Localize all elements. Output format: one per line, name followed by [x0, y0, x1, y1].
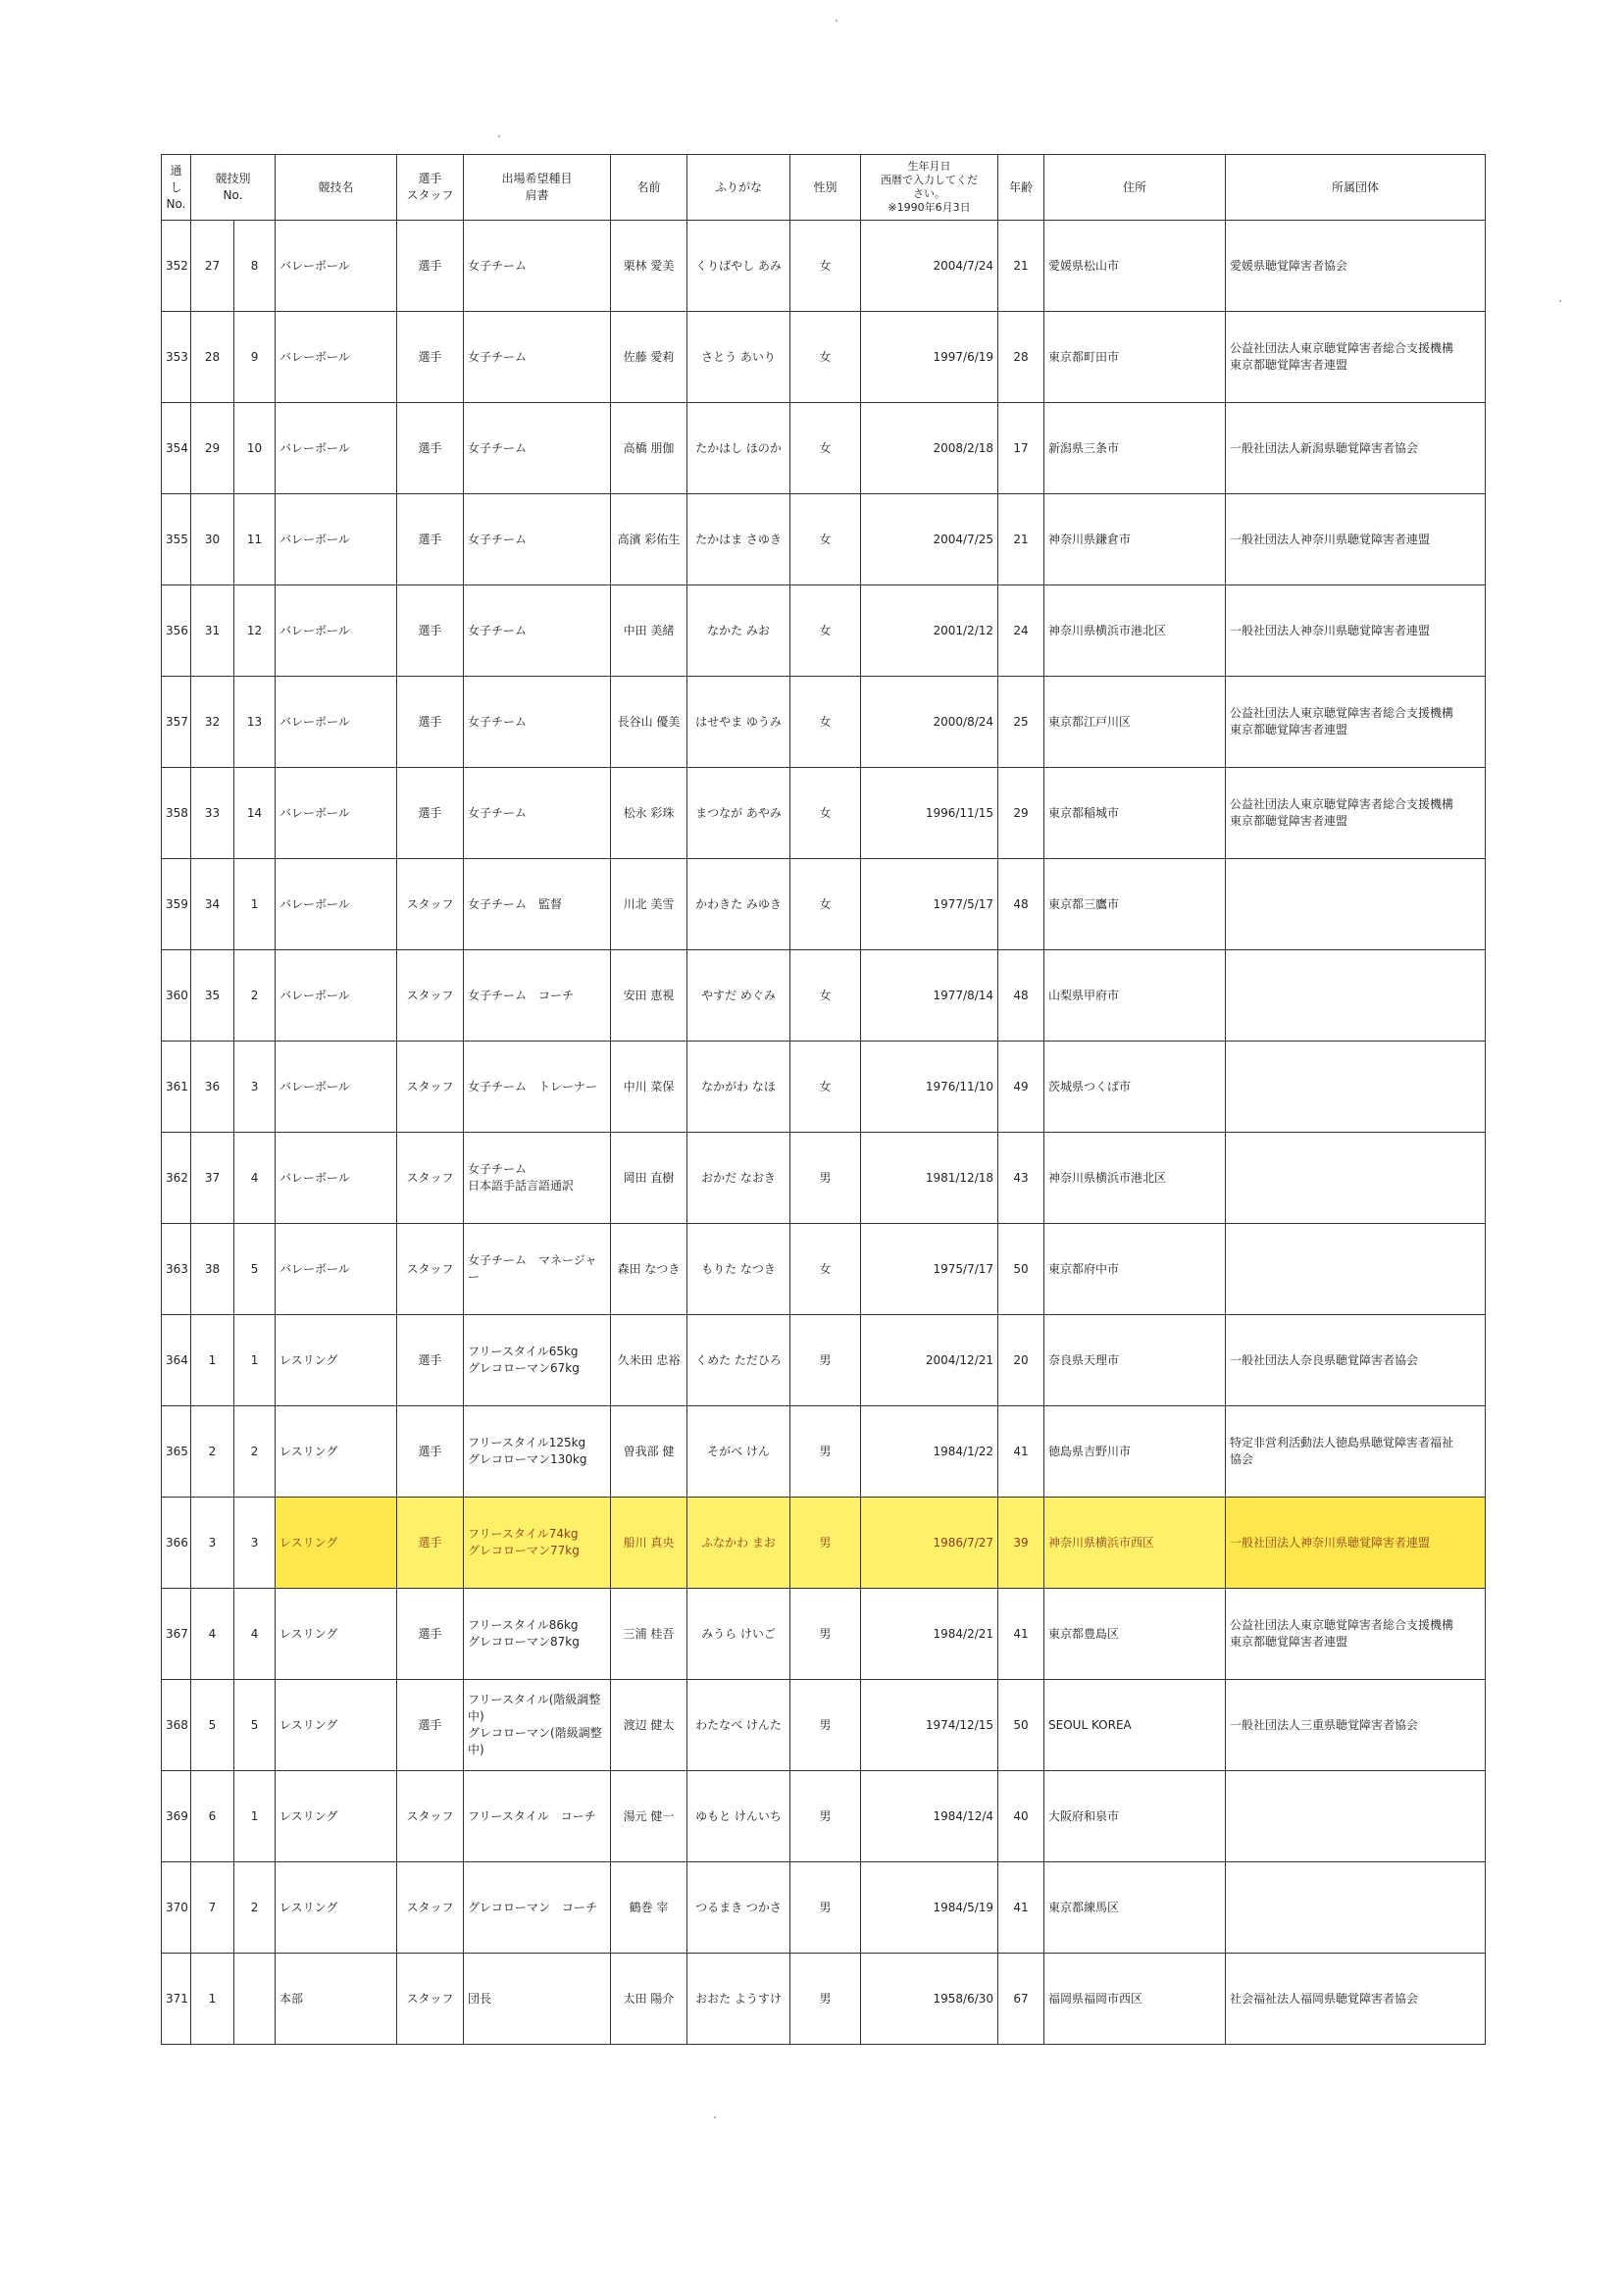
event-index-cell: 31	[191, 585, 234, 677]
event-name-cell: バレーボール	[276, 859, 397, 950]
furigana-cell: たかはま さゆき	[687, 494, 790, 585]
name-cell: 高橋 朋伽	[611, 403, 687, 494]
event-sub-index-cell: 9	[234, 312, 276, 403]
category-cell: 女子チーム	[464, 221, 611, 312]
address-cell: 東京都三鷹市	[1044, 859, 1226, 950]
dob-cell: 1997/6/19	[861, 312, 998, 403]
age-cell: 50	[998, 1224, 1044, 1315]
name-cell: 安田 恵視	[611, 950, 687, 1042]
gender-cell: 男	[790, 1862, 861, 1954]
furigana-cell: なかがわ なほ	[687, 1042, 790, 1133]
address-cell: 東京都江戸川区	[1044, 677, 1226, 768]
event-index-cell: 3	[191, 1498, 234, 1589]
organization-cell: 公益社団法人東京聴覚障害者総合支援機構 東京都聴覚障害者連盟	[1226, 312, 1486, 403]
role-cell: スタッフ	[397, 1771, 464, 1862]
category-cell: 女子チーム 日本語手話言語通訳	[464, 1133, 611, 1224]
role-cell: 選手	[397, 585, 464, 677]
age-cell: 41	[998, 1589, 1044, 1680]
organization-cell: 一般社団法人神奈川県聴覚障害者連盟	[1226, 1498, 1486, 1589]
table-row	[162, 768, 1486, 859]
event-sub-index-cell: 5	[234, 1680, 276, 1771]
table-row	[162, 221, 1486, 312]
gender-cell: 女	[790, 312, 861, 403]
role-cell: スタッフ	[397, 1224, 464, 1315]
event-name-cell: バレーボール	[276, 1042, 397, 1133]
table-row	[162, 312, 1486, 403]
age-cell: 48	[998, 859, 1044, 950]
gender-cell: 女	[790, 950, 861, 1042]
gender-cell: 男	[790, 1954, 861, 2045]
serial-no-cell: 361	[162, 1042, 191, 1133]
role-cell: スタッフ	[397, 1954, 464, 2045]
event-name-cell: バレーボール	[276, 585, 397, 677]
event-index-cell: 38	[191, 1224, 234, 1315]
gender-cell: 男	[790, 1406, 861, 1498]
address-cell: 大阪府和泉市	[1044, 1771, 1226, 1862]
address-cell: 東京都練馬区	[1044, 1862, 1226, 1954]
event-name-cell: バレーボール	[276, 494, 397, 585]
age-cell: 25	[998, 677, 1044, 768]
name-cell: 太田 陽介	[611, 1954, 687, 2045]
event-index-cell: 30	[191, 494, 234, 585]
role-cell: 選手	[397, 494, 464, 585]
dob-cell: 1977/5/17	[861, 859, 998, 950]
gender-cell: 女	[790, 403, 861, 494]
serial-no-cell: 362	[162, 1133, 191, 1224]
event-sub-index-cell: 3	[234, 1498, 276, 1589]
header-organization: 所属団体	[1226, 155, 1486, 221]
role-cell: 選手	[397, 1589, 464, 1680]
name-cell: 川北 美雪	[611, 859, 687, 950]
serial-no-cell: 352	[162, 221, 191, 312]
gender-cell: 男	[790, 1771, 861, 1862]
table-row	[162, 403, 1486, 494]
organization-cell	[1226, 1224, 1486, 1315]
event-index-cell: 6	[191, 1771, 234, 1862]
header-category: 出場希望種目 肩書	[464, 155, 611, 221]
organization-cell: 特定非営利活動法人徳島県聴覚障害者福祉 協会	[1226, 1406, 1486, 1498]
role-cell: スタッフ	[397, 1862, 464, 1954]
address-cell: 神奈川県鎌倉市	[1044, 494, 1226, 585]
table-row	[162, 1589, 1486, 1680]
furigana-cell: ゆもと けんいち	[687, 1771, 790, 1862]
event-index-cell: 4	[191, 1589, 234, 1680]
serial-no-cell: 365	[162, 1406, 191, 1498]
event-index-cell: 37	[191, 1133, 234, 1224]
role-cell: スタッフ	[397, 1042, 464, 1133]
address-cell: 神奈川県横浜市港北区	[1044, 585, 1226, 677]
age-cell: 43	[998, 1133, 1044, 1224]
address-cell: 東京都豊島区	[1044, 1589, 1226, 1680]
age-cell: 24	[998, 585, 1044, 677]
role-cell: 選手	[397, 677, 464, 768]
role-cell: 選手	[397, 768, 464, 859]
furigana-cell: かわきた みゆき	[687, 859, 790, 950]
furigana-cell: はせやま ゆうみ	[687, 677, 790, 768]
furigana-cell: まつなが あやみ	[687, 768, 790, 859]
role-cell: 選手	[397, 1680, 464, 1771]
furigana-cell: くめた ただひろ	[687, 1315, 790, 1406]
header-event-name: 競技名	[276, 155, 397, 221]
category-cell: 女子チーム	[464, 403, 611, 494]
category-cell: 女子チーム トレーナー	[464, 1042, 611, 1133]
category-cell: 女子チーム コーチ	[464, 950, 611, 1042]
role-cell: 選手	[397, 1315, 464, 1406]
category-cell: フリースタイル(階級調整中) グレコローマン(階級調整中)	[464, 1680, 611, 1771]
organization-cell: 公益社団法人東京聴覚障害者総合支援機構 東京都聴覚障害者連盟	[1226, 768, 1486, 859]
age-cell: 21	[998, 494, 1044, 585]
furigana-cell: くりばやし あみ	[687, 221, 790, 312]
table-row	[162, 1680, 1486, 1771]
address-cell: 奈良県天理市	[1044, 1315, 1226, 1406]
age-cell: 40	[998, 1771, 1044, 1862]
dob-cell: 1975/7/17	[861, 1224, 998, 1315]
table-row	[162, 585, 1486, 677]
category-cell: 女子チーム	[464, 312, 611, 403]
event-index-cell: 28	[191, 312, 234, 403]
furigana-cell: やすだ めぐみ	[687, 950, 790, 1042]
event-index-cell: 1	[191, 1954, 234, 2045]
age-cell: 20	[998, 1315, 1044, 1406]
address-cell: 神奈川県横浜市港北区	[1044, 1133, 1226, 1224]
address-cell: 福岡県福岡市西区	[1044, 1954, 1226, 2045]
furigana-cell: わたなべ けんた	[687, 1680, 790, 1771]
header-row	[162, 155, 1486, 221]
role-cell: 選手	[397, 403, 464, 494]
dob-cell: 1984/5/19	[861, 1862, 998, 1954]
scan-speck	[836, 20, 837, 22]
event-index-cell: 7	[191, 1862, 234, 1954]
name-cell: 曽我部 健	[611, 1406, 687, 1498]
organization-cell: 公益社団法人東京聴覚障害者総合支援機構 東京都聴覚障害者連盟	[1226, 1589, 1486, 1680]
header-gender: 性別	[790, 155, 861, 221]
event-sub-index-cell: 1	[234, 1315, 276, 1406]
event-sub-index-cell: 4	[234, 1589, 276, 1680]
serial-no-cell: 366	[162, 1498, 191, 1589]
event-sub-index-cell: 8	[234, 221, 276, 312]
event-sub-index-cell: 14	[234, 768, 276, 859]
event-name-cell: 本部	[276, 1954, 397, 2045]
organization-cell: 一般社団法人奈良県聴覚障害者協会	[1226, 1315, 1486, 1406]
category-cell: 女子チーム 監督	[464, 859, 611, 950]
event-index-cell: 35	[191, 950, 234, 1042]
header-event-no: 競技別 No.	[191, 155, 276, 221]
gender-cell: 女	[790, 1224, 861, 1315]
address-cell: 東京都町田市	[1044, 312, 1226, 403]
header-address: 住所	[1044, 155, 1226, 221]
gender-cell: 女	[790, 585, 861, 677]
table-row	[162, 1862, 1486, 1954]
serial-no-cell: 367	[162, 1589, 191, 1680]
gender-cell: 女	[790, 1042, 861, 1133]
organization-cell	[1226, 950, 1486, 1042]
event-name-cell: レスリング	[276, 1498, 397, 1589]
gender-cell: 女	[790, 221, 861, 312]
event-index-cell: 27	[191, 221, 234, 312]
table-row	[162, 1133, 1486, 1224]
address-cell: 茨城県つくば市	[1044, 1042, 1226, 1133]
table-row	[162, 1771, 1486, 1862]
category-cell: 女子チーム	[464, 768, 611, 859]
organization-cell	[1226, 1771, 1486, 1862]
header-furigana: ふりがな	[687, 155, 790, 221]
role-cell: スタッフ	[397, 859, 464, 950]
age-cell: 67	[998, 1954, 1044, 2045]
name-cell: 高濱 彩佑生	[611, 494, 687, 585]
event-sub-index-cell	[234, 1954, 276, 2045]
name-cell: 鶴巻 宰	[611, 1862, 687, 1954]
role-cell: スタッフ	[397, 1133, 464, 1224]
gender-cell: 男	[790, 1589, 861, 1680]
table-row	[162, 1224, 1486, 1315]
dob-cell: 2008/2/18	[861, 403, 998, 494]
age-cell: 29	[998, 768, 1044, 859]
category-cell: フリースタイル65kg グレコローマン67kg	[464, 1315, 611, 1406]
serial-no-cell: 358	[162, 768, 191, 859]
event-name-cell: バレーボール	[276, 768, 397, 859]
event-sub-index-cell: 2	[234, 950, 276, 1042]
event-name-cell: バレーボール	[276, 677, 397, 768]
table-row	[162, 494, 1486, 585]
age-cell: 41	[998, 1406, 1044, 1498]
furigana-cell: おおた ようすけ	[687, 1954, 790, 2045]
dob-cell: 1984/2/21	[861, 1589, 998, 1680]
category-cell: フリースタイル74kg グレコローマン77kg	[464, 1498, 611, 1589]
category-cell: 団長	[464, 1954, 611, 2045]
gender-cell: 男	[790, 1133, 861, 1224]
organization-cell: 公益社団法人東京聴覚障害者総合支援機構 東京都聴覚障害者連盟	[1226, 677, 1486, 768]
name-cell: 森田 なつき	[611, 1224, 687, 1315]
serial-no-cell: 371	[162, 1954, 191, 2045]
event-sub-index-cell: 2	[234, 1406, 276, 1498]
organization-cell: 社会福祉法人福岡県聴覚障害者協会	[1226, 1954, 1486, 2045]
address-cell: 東京都府中市	[1044, 1224, 1226, 1315]
organization-cell	[1226, 1862, 1486, 1954]
category-cell: フリースタイル125kg グレコローマン130kg	[464, 1406, 611, 1498]
age-cell: 39	[998, 1498, 1044, 1589]
table-row	[162, 1954, 1486, 2045]
table-body	[162, 221, 1486, 2045]
event-sub-index-cell: 4	[234, 1133, 276, 1224]
name-cell: 渡辺 健太	[611, 1680, 687, 1771]
address-cell: 愛媛県松山市	[1044, 221, 1226, 312]
header-age: 年齢	[998, 155, 1044, 221]
name-cell: 中田 美緒	[611, 585, 687, 677]
dob-cell: 1996/11/15	[861, 768, 998, 859]
event-sub-index-cell: 1	[234, 859, 276, 950]
event-name-cell: バレーボール	[276, 1224, 397, 1315]
furigana-cell: そがべ けん	[687, 1406, 790, 1498]
role-cell: 選手	[397, 221, 464, 312]
serial-no-cell: 360	[162, 950, 191, 1042]
event-sub-index-cell: 13	[234, 677, 276, 768]
organization-cell	[1226, 1042, 1486, 1133]
event-sub-index-cell: 5	[234, 1224, 276, 1315]
header-name: 名前	[611, 155, 687, 221]
furigana-cell: もりた なつき	[687, 1224, 790, 1315]
name-cell: 岡田 直樹	[611, 1133, 687, 1224]
serial-no-cell: 363	[162, 1224, 191, 1315]
name-cell: 湯元 健一	[611, 1771, 687, 1862]
table-row	[162, 1498, 1486, 1589]
participant-table	[161, 154, 1486, 2045]
event-name-cell: バレーボール	[276, 403, 397, 494]
dob-cell: 1977/8/14	[861, 950, 998, 1042]
scan-speck	[498, 135, 500, 137]
gender-cell: 女	[790, 494, 861, 585]
address-cell: 神奈川県横浜市西区	[1044, 1498, 1226, 1589]
category-cell: 女子チーム	[464, 494, 611, 585]
category-cell: 女子チーム	[464, 585, 611, 677]
furigana-cell: ふなかわ まお	[687, 1498, 790, 1589]
header-serial-no: 通し No.	[162, 155, 191, 221]
header-role: 選手 スタッフ	[397, 155, 464, 221]
age-cell: 41	[998, 1862, 1044, 1954]
role-cell: 選手	[397, 1498, 464, 1589]
category-cell: グレコローマン コーチ	[464, 1862, 611, 1954]
serial-no-cell: 355	[162, 494, 191, 585]
furigana-cell: つるまき つかさ	[687, 1862, 790, 1954]
address-cell: 山梨県甲府市	[1044, 950, 1226, 1042]
name-cell: 船川 真央	[611, 1498, 687, 1589]
event-sub-index-cell: 11	[234, 494, 276, 585]
category-cell: フリースタイル コーチ	[464, 1771, 611, 1862]
event-name-cell: レスリング	[276, 1771, 397, 1862]
gender-cell: 男	[790, 1315, 861, 1406]
event-name-cell: レスリング	[276, 1589, 397, 1680]
event-index-cell: 1	[191, 1315, 234, 1406]
serial-no-cell: 364	[162, 1315, 191, 1406]
furigana-cell: みうら けいご	[687, 1589, 790, 1680]
event-sub-index-cell: 10	[234, 403, 276, 494]
address-cell: 東京都稲城市	[1044, 768, 1226, 859]
event-name-cell: レスリング	[276, 1680, 397, 1771]
event-index-cell: 5	[191, 1680, 234, 1771]
furigana-cell: さとう あいり	[687, 312, 790, 403]
name-cell: 松永 彩珠	[611, 768, 687, 859]
event-name-cell: バレーボール	[276, 950, 397, 1042]
dob-cell: 2001/2/12	[861, 585, 998, 677]
gender-cell: 女	[790, 768, 861, 859]
dob-cell: 1984/12/4	[861, 1771, 998, 1862]
organization-cell: 一般社団法人神奈川県聴覚障害者連盟	[1226, 494, 1486, 585]
name-cell: 栗林 愛美	[611, 221, 687, 312]
header-dob: 生年月日 西暦で入力してくだ さい。 ※1990年6月3日	[861, 155, 998, 221]
address-cell: 新潟県三条市	[1044, 403, 1226, 494]
dob-cell: 2004/7/25	[861, 494, 998, 585]
event-sub-index-cell: 3	[234, 1042, 276, 1133]
serial-no-cell: 359	[162, 859, 191, 950]
event-index-cell: 33	[191, 768, 234, 859]
organization-cell: 一般社団法人三重県聴覚障害者協会	[1226, 1680, 1486, 1771]
furigana-cell: たかはし ほのか	[687, 403, 790, 494]
role-cell: スタッフ	[397, 950, 464, 1042]
event-name-cell: バレーボール	[276, 1133, 397, 1224]
event-name-cell: レスリング	[276, 1406, 397, 1498]
age-cell: 49	[998, 1042, 1044, 1133]
event-sub-index-cell: 2	[234, 1862, 276, 1954]
role-cell: 選手	[397, 312, 464, 403]
table-row	[162, 677, 1486, 768]
name-cell: 久米田 忠裕	[611, 1315, 687, 1406]
age-cell: 50	[998, 1680, 1044, 1771]
scan-speck	[1559, 300, 1561, 302]
dob-cell: 1984/1/22	[861, 1406, 998, 1498]
gender-cell: 男	[790, 1680, 861, 1771]
event-index-cell: 2	[191, 1406, 234, 1498]
serial-no-cell: 354	[162, 403, 191, 494]
category-cell: フリースタイル86kg グレコローマン87kg	[464, 1589, 611, 1680]
organization-cell	[1226, 1133, 1486, 1224]
age-cell: 21	[998, 221, 1044, 312]
event-name-cell: バレーボール	[276, 221, 397, 312]
event-name-cell: バレーボール	[276, 312, 397, 403]
table-row	[162, 1406, 1486, 1498]
organization-cell: 愛媛県聴覚障害者協会	[1226, 221, 1486, 312]
dob-cell: 1958/6/30	[861, 1954, 998, 2045]
event-index-cell: 32	[191, 677, 234, 768]
event-sub-index-cell: 1	[234, 1771, 276, 1862]
organization-cell: 一般社団法人新潟県聴覚障害者協会	[1226, 403, 1486, 494]
serial-no-cell: 353	[162, 312, 191, 403]
category-cell: 女子チーム マネージャー	[464, 1224, 611, 1315]
dob-cell: 2004/7/24	[861, 221, 998, 312]
serial-no-cell: 369	[162, 1771, 191, 1862]
event-index-cell: 29	[191, 403, 234, 494]
event-name-cell: レスリング	[276, 1862, 397, 1954]
dob-cell: 2000/8/24	[861, 677, 998, 768]
dob-cell: 1981/12/18	[861, 1133, 998, 1224]
scan-speck	[714, 2116, 716, 2118]
age-cell: 28	[998, 312, 1044, 403]
table-row	[162, 1315, 1486, 1406]
gender-cell: 女	[790, 859, 861, 950]
table-row	[162, 950, 1486, 1042]
event-index-cell: 34	[191, 859, 234, 950]
address-cell: SEOUL KOREA	[1044, 1680, 1226, 1771]
event-sub-index-cell: 12	[234, 585, 276, 677]
dob-cell: 1976/11/10	[861, 1042, 998, 1133]
name-cell: 中川 菜保	[611, 1042, 687, 1133]
dob-cell: 1974/12/15	[861, 1680, 998, 1771]
serial-no-cell: 357	[162, 677, 191, 768]
event-index-cell: 36	[191, 1042, 234, 1133]
name-cell: 佐藤 愛莉	[611, 312, 687, 403]
furigana-cell: おかだ なおき	[687, 1133, 790, 1224]
serial-no-cell: 370	[162, 1862, 191, 1954]
table-row	[162, 859, 1486, 950]
organization-cell: 一般社団法人神奈川県聴覚障害者連盟	[1226, 585, 1486, 677]
serial-no-cell: 356	[162, 585, 191, 677]
event-name-cell: レスリング	[276, 1315, 397, 1406]
dob-cell: 2004/12/21	[861, 1315, 998, 1406]
age-cell: 48	[998, 950, 1044, 1042]
table-row	[162, 1042, 1486, 1133]
category-cell: 女子チーム	[464, 677, 611, 768]
age-cell: 17	[998, 403, 1044, 494]
serial-no-cell: 368	[162, 1680, 191, 1771]
role-cell: 選手	[397, 1406, 464, 1498]
name-cell: 三浦 桂吾	[611, 1589, 687, 1680]
gender-cell: 女	[790, 677, 861, 768]
address-cell: 徳島県吉野川市	[1044, 1406, 1226, 1498]
dob-cell: 1986/7/27	[861, 1498, 998, 1589]
name-cell: 長谷山 優美	[611, 677, 687, 768]
gender-cell: 男	[790, 1498, 861, 1589]
organization-cell	[1226, 859, 1486, 950]
furigana-cell: なかた みお	[687, 585, 790, 677]
